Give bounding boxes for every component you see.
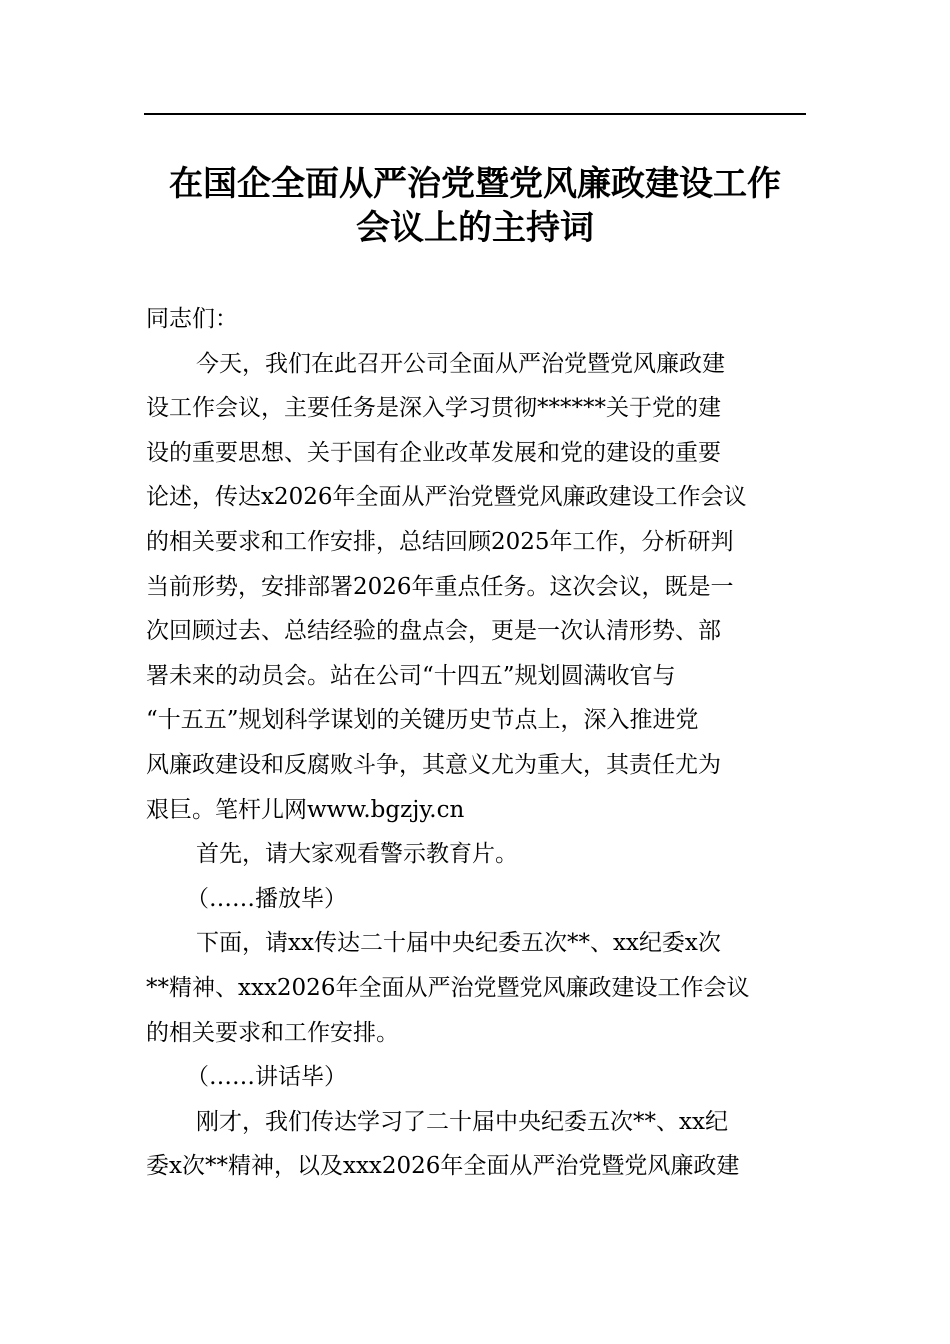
stage-note-playback: （……播放毕） (186, 885, 347, 912)
text-line: 委x次**精神，以及xxx2026年全面从严治党暨党风廉政建 (146, 1153, 740, 1180)
title-line-1: 在国企全面从严治党暨党风廉政建设工作 (169, 164, 781, 204)
text-line: 下面，请xx传达二十届中央纪委五次**、xx纪委x次 (196, 930, 721, 957)
text-line: **精神、xxx2026年全面从严治党暨党风廉政建设工作会议 (146, 974, 750, 1001)
text-line: 风廉政建设和反腐败斗争，其意义尤为重大，其责任尤为 (146, 751, 721, 778)
paragraph-relay (146, 921, 826, 1055)
text-line: 次回顾过去、总结经验的盘点会，更是一次认清形势、部 (146, 618, 721, 645)
salutation: 同志们： (146, 306, 238, 332)
text-line: 署未来的动员会。站在公司“十四五”规划圆满收官与 (146, 662, 676, 689)
text-line: 艰巨。笔杆儿网www.bgzjy.cn (146, 796, 465, 823)
title-line-2: 会议上的主持词 (356, 208, 594, 248)
document-title (0, 162, 950, 250)
text-line: 的相关要求和工作安排，总结回顾2025年工作，分析研判 (146, 528, 734, 555)
header-rule (144, 113, 806, 115)
text-line: “十五五”规划科学谋划的关键历史节点上，深入推进党 (146, 707, 699, 734)
text-line: 刚才，我们传达学习了二十届中央纪委五次**、xx纪 (196, 1108, 728, 1135)
text-line: 今天，我们在此召开公司全面从严治党暨党风廉政建 (196, 350, 725, 377)
paragraph-summary (146, 1100, 826, 1189)
paragraph-intro (146, 342, 826, 833)
stage-note-speech: （……讲话毕） (186, 1064, 347, 1091)
text-line: 论述，传达x2026年全面从严治党暨党风廉政建设工作会议 (146, 484, 747, 511)
text-line: 当前形势，安排部署2026年重点任务。这次会议，既是一 (146, 573, 734, 600)
text-line: 设工作会议，主要任务是深入学习贯彻******关于党的建 (146, 395, 721, 422)
document-body (146, 297, 826, 1189)
paragraph-video: 首先，请大家观看警示教育片。 (196, 841, 518, 868)
text-line: 设的重要思想、关于国有企业改革发展和党的建设的重要 (146, 439, 721, 466)
text-line: 的相关要求和工作安排。 (146, 1019, 399, 1046)
